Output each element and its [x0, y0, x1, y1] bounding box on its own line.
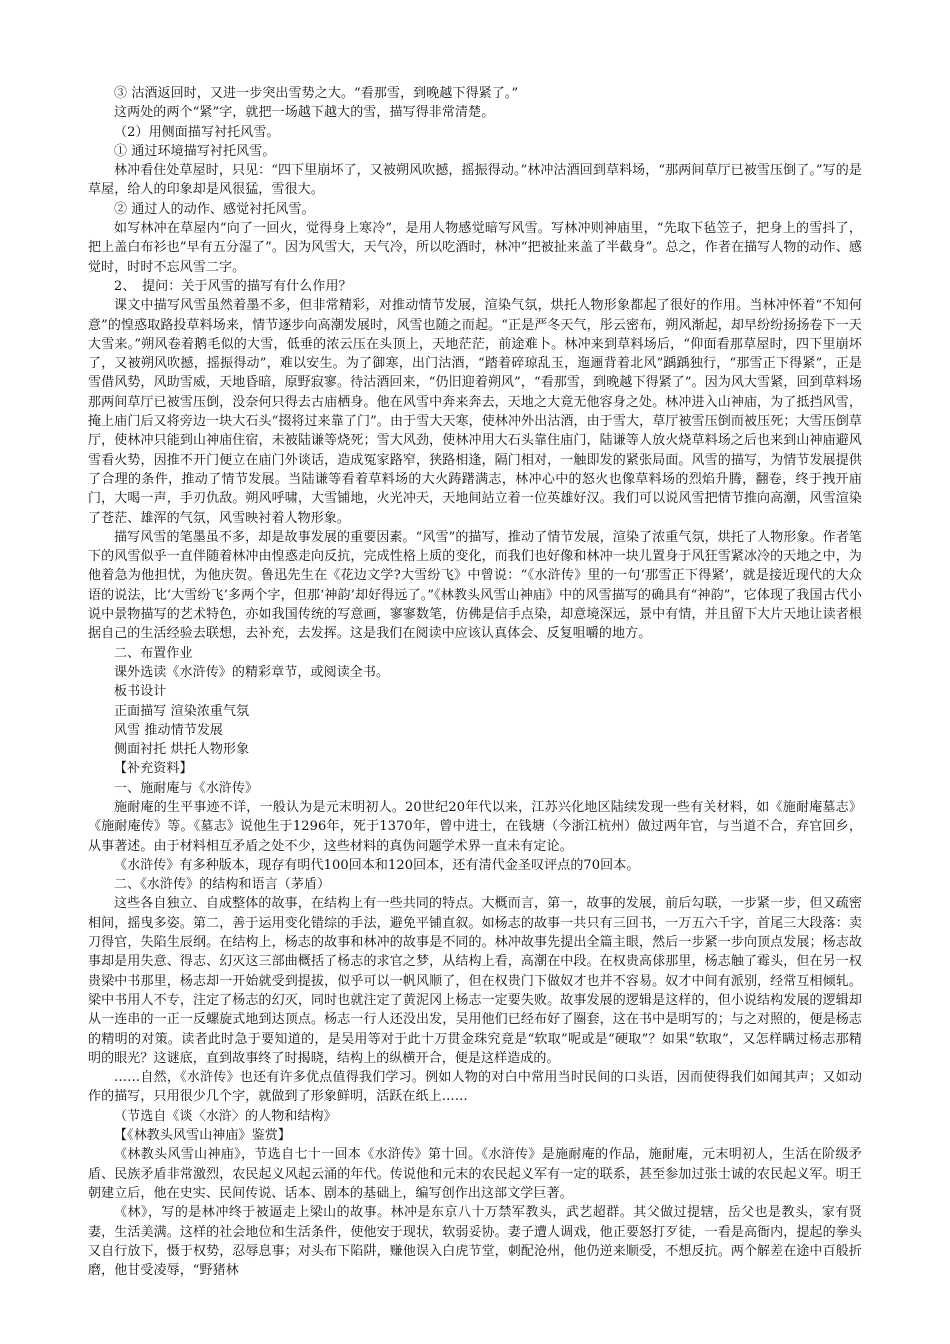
paragraph: 如写林冲在草屋内“向了一回火，觉得身上寒冷”，是用人物感觉暗写风雪。写林冲则神庙里，“先取下毡笠子，把身上的雪抖了，把上盖白布衫也“早有五分湿了”。因为风雪大，天气冷，所以吃酒时，林冲“把被扯来盖了半截身”。总之，作者在描写人物的动作、感觉时，时时不忘风雪二字。: [88, 221, 862, 275]
paragraph: 板书设计: [114, 684, 167, 700]
paragraph: 正面描写 渲染浓重气氛: [114, 703, 250, 719]
paragraph: 课外选读《水浒传》的精彩章节，或阅读全书。: [114, 664, 390, 680]
paragraph: 课文中描写风雪虽然着墨不多，但非常精彩，对推动情节发展，渲染气氛，烘托人物形象都起了很好的作用。当林冲怀着“不知何意”的惶惑取路投草料场来，情节逐步向高潮发展时，风雪也随之而起。“正是严冬天气，彤云密布，朔风渐起，却早纷纷扬扬卷下一天大雪来。”朔风卷着鹅毛似的大雪，低垂的浓云压在头顶上，天地茫茫，前途难卜。林冲来到草料场后，“仰面看那草屋时，四下里崩坏了，又被朔风吹撼，摇振得动”，难以安生。为了御寒，出门沽酒，“踏着碎琼乱玉，迤逦背着北风”踽踽独行，“那雪正下得紧”，正是雪借风势，风助雪威，天地昏暗，原野寂寥。待沽酒回来，“仍旧迎着朔风”，“看那雪，到晚越下得紧了”。因为风大雪紧，回到草料场那两间草厅已被雪压倒，没奈何只得去古庙栖身。他在风雪中奔来奔去，天地之大竟无他容身之处。林冲进入山神庙，为了抵挡风雪，掩上庙门后又将旁边一块大石头“掇将过来靠了门”。由于雪大天寒，使林冲外出沽酒，由于雪大，草厅被雪压倒而被压死；大雪压倒草厅，使林冲只能到山神庙住宿，未被陆谦等烧死；雪大风劲，使林冲用大石头靠住庙门，陆谦等人放火烧草料场之后也来到山神庙避风雪看火势，因推不开门便立在庙门外谈话，造成冤家路窄，狭路相逢，隔门相对，一触即发的紧张局面。风雪的描写，为情节发展提供了合理的条件，推动了情节发展。当陆谦等看着草料场的大火踌躇满志，林冲心中的怒火也像草料场的烈焰升腾，翻卷，终于拽开庙门，大喝一声，手刃仇敌。朔风呼啸，大雪铺地，火光冲天，天地间站立着一位英雄好汉。我们可以说风雪把情节推向高潮，风雪渲染了苍茫、雄浑的气氛，风雪映衬着人物形象。: [88, 298, 862, 526]
paragraph: 《水浒传》有多种版本，现存有明代100回本和120回本，还有清代金圣叹评点的70回本。: [114, 857, 640, 873]
paragraph: ③ 沽酒返回时，又进一步突出雪势之大。“看那雪，到晚越下得紧了。”: [114, 86, 519, 101]
paragraph: 这些各自独立、自成整体的故事，在结构上有一些共同的特点。大概而言，第一，故事的发展，前后勾联，一步紧一步，但又疏密相间，摇曳多姿。第二，善于运用变化错综的手法，避免平铺直叙。如杨志的故事一共只有三回书，一万五六千字，首尾三大段落：卖刀得官，失陷生辰纲。在结构上，杨志的故事和林冲的故事是不同的。林冲故事先提出全篇主眼，然后一步紧一步向顶点发展；杨志故事却是用失意、得志、幻灭这三部曲概括了杨志的求官之梦，从结构上看，高潮在中段。在权贵高俅那里，杨志触了霉头，但在另一权贵梁中书那里，杨志却一开始就受到提拔，似乎可以一帆风顺了，但在权贵门下做奴才也并不容易。奴才中间有派别，经常互相倾轧。梁中书用人不专，注定了杨志的幻灭，同时也就注定了黄泥冈上杨志一定要失败。故事发展的逻辑是这样的，但小说结构发展的逻辑却从一连串的一正一反螺旋式地到达顶点。杨志一行人还没出发，吴用他们已经布好了圈套，这在书中是明写的；与之对照的，便是杨志的精明的对策。读者此时急于要知道的，是吴用等对于此十万贯金珠究竟是“软取”呢或是“硬取”？如果“软取”，又怎样瞒过杨志那精明的眼光？这谜底，直到故事终了时揭晓，结构上的纵横开合，便是这样造成的。: [88, 896, 862, 1066]
paragraph: 描写风雪的笔墨虽不多，却是故事发展的重要因素。“风雪”的描写，推动了情节发展，渲染了浓重气氛，烘托了人物形象。作者笔下的风雪似乎一直伴随着林冲由惶惑走向反抗，完成性格上质的变化，而我们也好像和林冲一块儿置身于风狂雪紧冰冷的天地之中，为他着急为他担忧，为他庆贺。鲁迅先生在《花边文学?大雪纷飞》中曾说：“《水浒传》里的一句‘那雪正下得紧’，就是接近现代的大众语的说法，比‘大雪纷飞’多两个字，但那‘神韵’却好得远了。”《林教头风雪山神庙》中的风雪描写的确具有“神韵”，它体现了我国古代小说中景物描写的艺术特色，亦如我国传统的写意画，寥寥数笔，仿佛是信手点染，却意境深远，景中有情，并且留下大片天地让读者根据自己的生活经验去联想，去补充，去发挥。这是我们在阅读中应该认真体会、反复咀嚼的地方。: [88, 529, 862, 642]
paragraph: 《林》，写的是林冲终于被逼走上梁山的故事。林冲是东京八十万禁军教头，武艺超群。其父做过提辖，岳父也是教头，家有贤妻，生活美满。这样的社会地位和生活条件，使他安于现状，软弱妥协。妻子遭人调戏，他正要怒打歹徒，一看是高衙内，提起的拳头又自行放下，慑于权势，忍辱息事；对头布下陷阱，赚他误入白虎节堂，刺配沧州，他仍逆来顺受，不想反抗。两个解差在途中百般折磨，他甘受凌辱，“野猪林: [88, 1205, 862, 1279]
paragraph: 《林教头风雪山神庙》，节选自七十一回本《水浒传》第十回。《水浒传》是施耐庵的作品，施耐庵，元末明初人，生活在阶级矛盾、民族矛盾非常激烈，农民起义风起云涌的年代。传说他和元末的农民起义军有一定的联系，甚至参加过张士诚的农民起义军。明王朝建立后，他在史实、民间传说、话本、剧本的基础上，编写创作出这部文学巨著。: [88, 1147, 862, 1201]
paragraph: ② 通过人的动作、感觉衬托风雪。: [114, 201, 315, 217]
paragraph: （2）用侧面描写衬托风雪。: [114, 124, 280, 140]
paragraph: 2、 提问：关于风雪的描写有什么作用？: [114, 278, 352, 294]
paragraph: ① 通过环境描写衬托风雪。: [114, 143, 276, 159]
paragraph: 【补充资料】: [114, 761, 193, 777]
paragraph: 一、施耐庵与《水浒传》: [114, 780, 259, 796]
paragraph: 二、《水浒传》的结构和语言（茅盾）: [114, 877, 331, 893]
paragraph: 这两处的两个“紧”字，就把一场越下越大的雪，描写得非常清楚。: [114, 105, 495, 121]
paragraph: 【《林教头风雪山神庙》鉴赏】: [114, 1128, 291, 1144]
paragraph: 二、布置作业: [114, 645, 193, 661]
paragraph: ……自然，《水浒传》也还有许多优点值得我们学习。例如人物的对白中常用当时民间的口头语，因而使得我们如闻其声；又如动作的描写，只用很少几个字，就做到了形象鲜明，活跃在纸上……: [88, 1070, 862, 1105]
paragraph: 侧面衬托 烘托人物形象: [114, 742, 250, 758]
paragraph: 施耐庵的生平事迹不详，一般认为是元末明初人。20世纪20年代以来，江苏兴化地区陆续发现一些有关材料，如《施耐庵墓志》《施耐庵传》等。《墓志》说他生于1296年，死于1370年，曾中进士，在钱塘（今浙江杭州）做过两年官，与当道不合，弃官回乡，从事著述。由于材料相互矛盾之处不少，这些材料的真伪问题学术界一直未有定论。: [88, 799, 862, 854]
paragraph: （节选自《谈〈水浒〉的人物和结构》: [114, 1108, 337, 1124]
document-page: [88, 84, 862, 1280]
paragraph: 风雪 推动情节发展: [114, 722, 224, 738]
paragraph: 林冲看住处草屋时，只见：“四下里崩坏了，又被朔风吹撼，摇振得动。”林冲沽酒回到草料场，“那两间草厅已被雪压倒了。”写的是草屋，给人的印象却是风很猛，雪很大。: [88, 163, 862, 198]
